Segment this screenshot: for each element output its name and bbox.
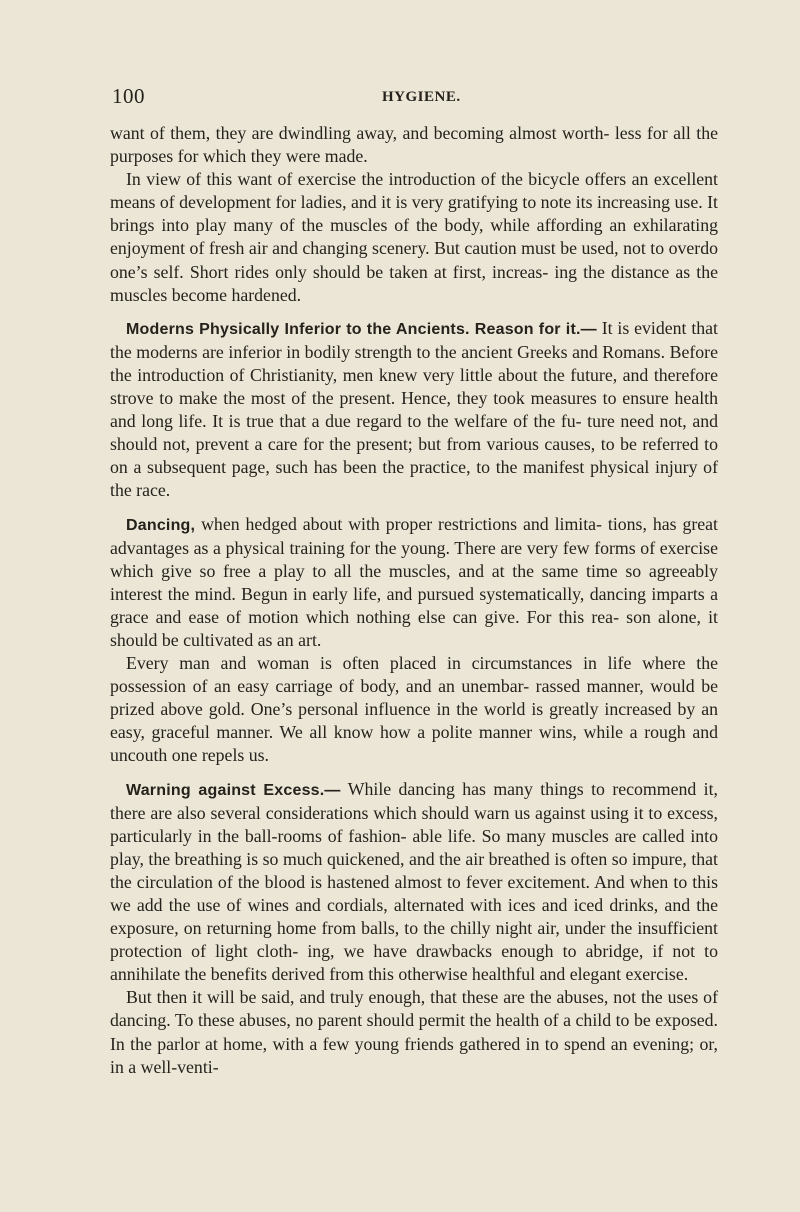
- body-text: [110, 122, 718, 1079]
- paragraph-dancing: [110, 513, 718, 653]
- paragraph-text: when hedged about with proper restrictions and limita- tions, has great advantages as a physical training for the young. There are very few forms of exercise which give so free a play to all the muscles, and at the same time so agreeably interest the mind. Begun in early life, and pursued systematically, dancing imparts a grace and ease of motion which nothing else can give. For this rea- son alone, it should be cultivated as an art.: [110, 513, 718, 650]
- paragraph-text: Every man and woman is often placed in circumstances in life where the possession of an easy carriage of body, and an unembar- rassed manner, would be prized above gold. One’s personal influence in the world is greatly increased by an easy, graceful manner. We all know how a polite manner wins, while a rough and uncouth one repels us.: [110, 653, 718, 766]
- paragraph-warning: [110, 778, 718, 987]
- paragraph-manner: [110, 652, 718, 767]
- page-number: 100: [112, 84, 145, 108]
- paragraph-abuses: [110, 986, 718, 1078]
- paragraph-text: While dancing has many things to recommend it, there are also several considerations which should warn us against using it to excess, particularly in the ball-rooms of fashion- able life. So many muscles are called into play, the breathing is so much quickened, and the air breathed is often so impure, that the circulation of the blood is hastened almost to fever excitement. And when to this we add the use of wines and cordials, alternated with ices and iced drinks, and the exposure, on returning home from balls, to the chilly night air, under the insufficient protection of light cloth- ing, we have drawbacks enough to abridge, if not to annihilate the benefits derived from this otherwise healthful and elegant exercise.: [110, 778, 718, 985]
- paragraph-text: In view of this want of exercise the introduction of the bicycle offers an excellent means of development for ladies, and it is very gratifying to note its increasing use. It brings into play many of the muscles of the body, while affording an exhilarating enjoyment of fresh air and changing scenery. But caution must be used, not to overdo one’s self. Short rides only should be taken at first, increas- ing the distance as the muscles become hardened.: [110, 169, 718, 305]
- paragraph-text: But then it will be said, and truly enough, that these are the abuses, not the uses of dancing. To these abuses, no parent should permit the health of a child to be exposed. In the parlor at home, with a few young friends gathered in to spend an evening; or, in a well-venti-: [110, 987, 718, 1077]
- section-heading: Warning against Excess.—: [126, 781, 341, 799]
- section-heading: Dancing,: [126, 516, 196, 534]
- paragraph-bicycle: [110, 168, 718, 307]
- page-header: [0, 84, 800, 108]
- section-heading: Moderns Physically Inferior to the Ancients. Reason for it.—: [126, 320, 597, 338]
- paragraph-moderns: [110, 317, 718, 503]
- paragraph-continuation: [110, 122, 718, 168]
- paragraph-text: want of them, they are dwindling away, and becoming almost worth- less for all the purposes for which they were made.: [110, 123, 718, 167]
- paragraph-text: It is evident that the moderns are inferior in bodily strength to the ancient Greeks and Romans. Before the introduction of Christianity, men knew very little about the future, and therefore strove to make the most of the present. Hence, they took measures to ensure health and long life. It is true that a due regard to the welfare of the fu- ture need not, and should not, prevent a care for the present; but from various causes, to be referred to on a subsequent page, such has been the practice, to the manifest physical injury of the race.: [110, 317, 718, 501]
- running-title: HYGIENE.: [382, 89, 461, 105]
